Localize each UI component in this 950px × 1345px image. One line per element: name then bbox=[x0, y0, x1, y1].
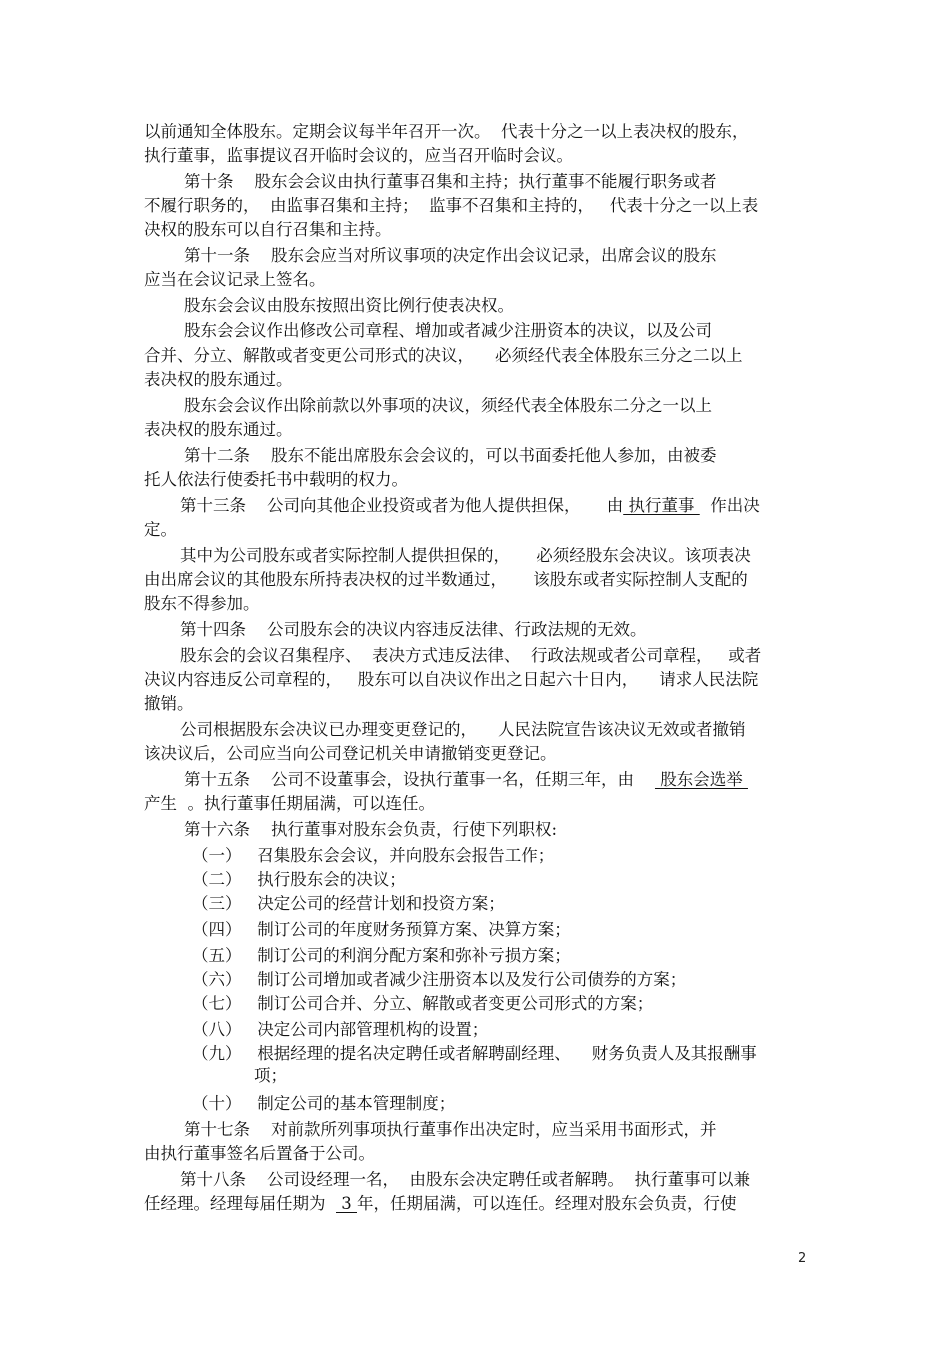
line-text: 其中为公司股东或者实际控制人提供担保的， 必须经股东会决议。该项表决 bbox=[180, 546, 751, 565]
text-line bbox=[184, 243, 716, 269]
text-line bbox=[180, 1167, 750, 1193]
line-text: 股东会会议由股东按照出资比例行使表决权。 bbox=[184, 296, 514, 315]
text-line bbox=[144, 367, 293, 393]
line-text: 由出席会议的其他股东所持表决权的过半数通过， 该股东或者实际控制人支配的 bbox=[144, 570, 748, 589]
line-text: 以前通知全体股东。定期会议每半年召开一次。 代表十分之一以上表决权的股东， bbox=[144, 122, 749, 141]
line-text: 决议内容违反公司章程的， 股东可以自决议作出之日起六十日内， 请求人民法院 bbox=[144, 670, 759, 689]
line-text: 表决权的股东通过。 bbox=[144, 420, 293, 439]
underlined-fill-in: 3 bbox=[336, 1194, 357, 1213]
line-text: 第十五条 公司不设董事会，设执行董事一名，任期三年，由 bbox=[184, 770, 655, 789]
line-text: 项； bbox=[254, 1066, 287, 1085]
line-text: 表决权的股东通过。 bbox=[144, 370, 293, 389]
text-line bbox=[144, 267, 326, 293]
line-text: 股东不得参加。 bbox=[144, 594, 260, 613]
text-line bbox=[184, 767, 748, 793]
line-text: 合并、分立、解散或者变更公司形式的决议， 必须经代表全体股东三分之二以上 bbox=[144, 346, 743, 365]
text-line bbox=[254, 1063, 287, 1089]
text-line bbox=[144, 467, 408, 493]
line-text: 股东会的会议召集程序、 表决方式违反法律、 行政法规或者公司章程， 或者 bbox=[180, 646, 762, 665]
line-text: 第十四条 公司股东会的决议内容违反法律、行政法规的无效。 bbox=[180, 620, 647, 639]
line-text: 第十一条 股东会应当对所议事项的决定作出会议记录，出席会议的股东 bbox=[184, 246, 717, 265]
text-line bbox=[144, 517, 177, 543]
text-line bbox=[192, 1017, 488, 1043]
text-line bbox=[144, 119, 749, 145]
text-line bbox=[144, 567, 748, 593]
text-line bbox=[144, 1191, 737, 1217]
line-text: （八） 决定公司内部管理机构的设置； bbox=[192, 1020, 489, 1039]
line-text: 撤销。 bbox=[144, 694, 194, 713]
text-line bbox=[180, 643, 761, 669]
text-line bbox=[192, 843, 554, 869]
page-number: 2 bbox=[798, 1251, 807, 1266]
line-text: 第十三条 公司向其他企业投资或者为他人提供担保， 由 bbox=[180, 496, 624, 515]
line-text-tail: 作出决 bbox=[699, 496, 760, 515]
text-line bbox=[144, 741, 557, 767]
line-text-tail: 年，任期届满，可以连任。经理对股东会负责，行使 bbox=[357, 1194, 737, 1213]
line-text: 第十八条 公司设经理一名， 由股东会决定聘任或者解聘。 执行董事可以兼 bbox=[180, 1170, 750, 1189]
text-line bbox=[144, 791, 435, 817]
text-line bbox=[144, 417, 293, 443]
line-text: 第十六条 执行董事对股东会负责，行使下列职权: bbox=[184, 820, 558, 839]
text-line bbox=[144, 691, 194, 717]
line-text: 第十条 股东会会议由执行董事召集和主持；执行董事不能履行职务或者 bbox=[184, 172, 717, 191]
line-text: （一） 召集股东会会议，并向股东会报告工作； bbox=[192, 846, 555, 865]
line-text: （五） 制订公司的利润分配方案和弥补亏损方案； bbox=[192, 946, 571, 965]
text-line bbox=[184, 817, 557, 843]
text-line bbox=[180, 617, 646, 643]
line-text: 股东会会议作出除前款以外事项的决议，须经代表全体股东二分之一以上 bbox=[184, 396, 712, 415]
line-text: （七） 制订公司合并、分立、解散或者变更公司形式的方案； bbox=[192, 994, 654, 1013]
line-text: （十） 制定公司的基本管理制度； bbox=[192, 1094, 456, 1113]
text-line bbox=[144, 143, 573, 169]
text-line bbox=[144, 343, 742, 369]
line-text: 第十二条 股东不能出席股东会会议的，可以书面委托他人参加，由被委 bbox=[184, 446, 717, 465]
text-line bbox=[180, 717, 745, 743]
line-text: 产生 。执行董事任期届满，可以连任。 bbox=[144, 794, 435, 813]
underlined-fill-in: 执行董事 bbox=[623, 496, 700, 515]
text-line bbox=[192, 917, 571, 943]
line-text: 执行董事，监事提议召开临时会议的，应当召开临时会议。 bbox=[144, 146, 573, 165]
text-line bbox=[192, 891, 505, 917]
text-line bbox=[144, 193, 758, 219]
line-text: 第十七条 对前款所列事项执行董事作出决定时，应当采用书面形式，并 bbox=[184, 1120, 717, 1139]
text-line bbox=[184, 1117, 716, 1143]
line-text: 该决议后，公司应当向公司登记机关申请撤销变更登记。 bbox=[144, 744, 557, 763]
line-text: （四） 制订公司的年度财务预算方案、决算方案； bbox=[192, 920, 571, 939]
text-line bbox=[192, 1091, 455, 1117]
line-text: 决权的股东可以自行召集和主持。 bbox=[144, 220, 392, 239]
line-text: 托人依法行使委托书中载明的权力。 bbox=[144, 470, 408, 489]
text-line bbox=[184, 443, 716, 469]
text-line bbox=[144, 1141, 375, 1167]
text-line bbox=[192, 991, 653, 1017]
line-text: 定。 bbox=[144, 520, 177, 539]
text-line bbox=[144, 591, 260, 617]
text-line bbox=[184, 318, 712, 344]
text-line bbox=[184, 293, 514, 319]
text-line bbox=[144, 217, 392, 243]
line-text: 公司根据股东会决议已办理变更登记的， 人民法院宣告该决议无效或者撤销 bbox=[180, 720, 746, 739]
line-text: 任经理。经理每届任期为 bbox=[144, 1194, 336, 1213]
line-text: （六） 制订公司增加或者减少注册资本以及发行公司债券的方案； bbox=[192, 970, 687, 989]
text-line bbox=[192, 867, 406, 893]
line-text: （九） 根据经理的提名决定聘任或者解聘副经理、 财务负责人及其报酬事 bbox=[192, 1044, 757, 1063]
text-line bbox=[192, 943, 571, 969]
text-line bbox=[184, 393, 712, 419]
text-line bbox=[144, 667, 758, 693]
line-text: 股东会会议作出修改公司章程、增加或者减少注册资本的决议，以及公司 bbox=[184, 321, 712, 340]
line-text: 由执行董事签名后置备于公司。 bbox=[144, 1144, 375, 1163]
text-line bbox=[184, 169, 716, 195]
text-line bbox=[180, 493, 760, 519]
line-text: 应当在会议记录上签名。 bbox=[144, 270, 326, 289]
text-line bbox=[180, 543, 751, 569]
underlined-fill-in: 股东会选举 bbox=[654, 770, 748, 789]
line-text: 不履行职务的， 由监事召集和主持； 监事不召集和主持的， 代表十分之一以上表 bbox=[144, 196, 759, 215]
line-text: （二） 执行股东会的决议； bbox=[192, 870, 406, 889]
line-text: （三） 决定公司的经营计划和投资方案； bbox=[192, 894, 505, 913]
text-line bbox=[192, 967, 686, 993]
